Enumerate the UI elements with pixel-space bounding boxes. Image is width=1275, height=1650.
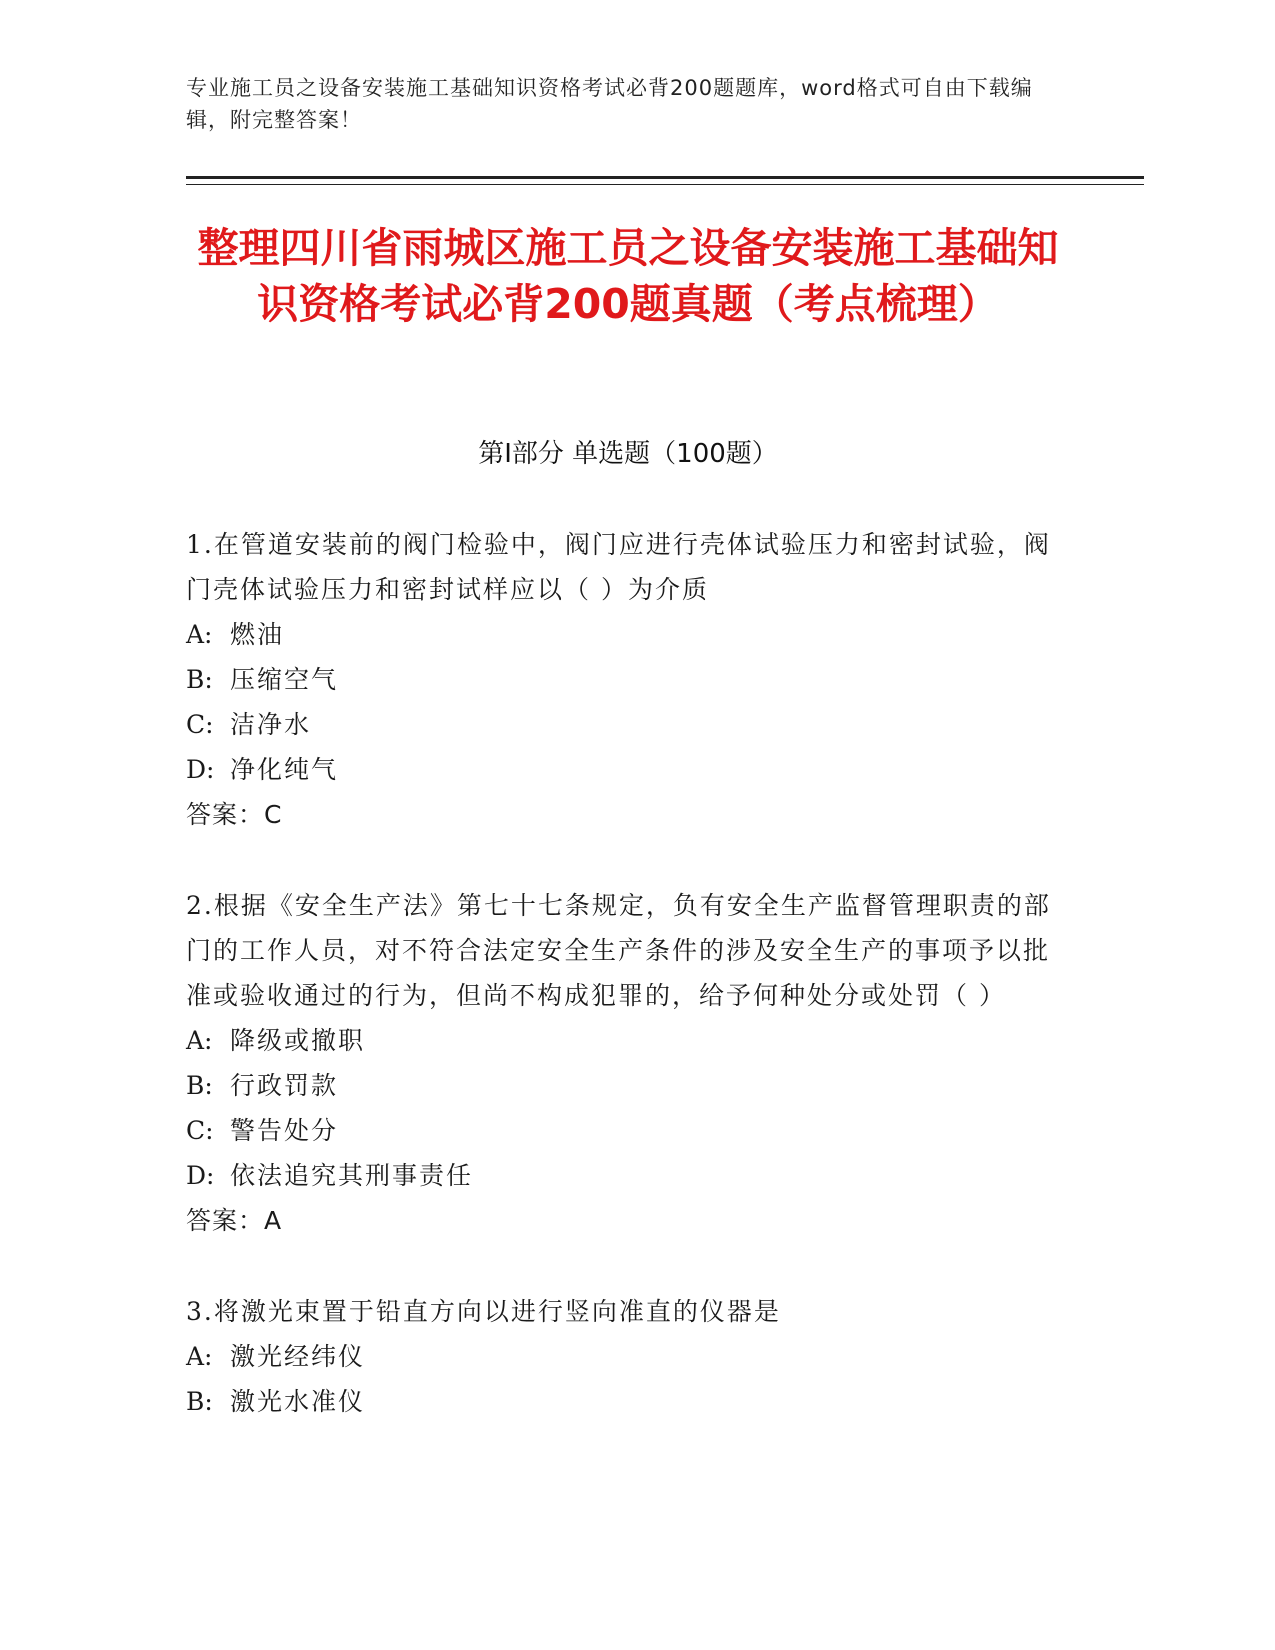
option-text: 洁净水 xyxy=(230,710,312,739)
section-title: 第I部分 单选题（100题） xyxy=(478,439,778,469)
question-1 xyxy=(186,522,1056,837)
option-text: 激光水准仪 xyxy=(230,1387,366,1416)
option-text: 压缩空气 xyxy=(230,665,339,694)
option-c xyxy=(186,702,1056,747)
question-stem: 2.根据《安全生产法》第七十七条规定，负有安全生产监督管理职责的部门的工作人员，对不符合法定安全生产条件的涉及安全生产的事项予以批准或验收通过的行为，但尚不构成犯罪的，给予何种处分或处罚（ ） xyxy=(186,891,1051,1010)
option-text: 依法追究其刑事责任 xyxy=(230,1161,474,1190)
option-text: 燃油 xyxy=(230,620,285,649)
option-a xyxy=(186,1334,1056,1379)
header-rule-thin xyxy=(186,184,1144,185)
option-a xyxy=(186,1018,1056,1063)
option-key: D: xyxy=(186,755,215,784)
question-stem: 3.将激光束置于铅直方向以进行竖向准直的仪器是 xyxy=(186,1297,781,1326)
answer-line: 答案：A xyxy=(186,1206,283,1235)
question-2 xyxy=(186,883,1056,1243)
option-key: B: xyxy=(186,1071,213,1100)
answer-line: 答案：C xyxy=(186,800,283,829)
option-key: A: xyxy=(186,1026,213,1055)
option-text: 行政罚款 xyxy=(230,1071,339,1100)
option-b xyxy=(186,1379,1056,1424)
option-b xyxy=(186,1063,1056,1108)
question-list xyxy=(186,522,1056,1470)
option-d xyxy=(186,1153,1056,1198)
header-rule-thick xyxy=(186,176,1144,179)
option-b xyxy=(186,657,1056,702)
option-key: D: xyxy=(186,1161,215,1190)
option-key: C: xyxy=(186,710,214,739)
option-text: 降级或撤职 xyxy=(230,1026,366,1055)
option-a xyxy=(186,612,1056,657)
header-note: 专业施工员之设备安装施工基础知识资格考试必背200题题库，word格式可自由下载编辑，附完整答案！ xyxy=(186,76,1033,132)
option-key: A: xyxy=(186,620,213,649)
question-stem: 1.在管道安装前的阀门检验中，阀门应进行壳体试验压力和密封试验，阀门壳体试验压力和密封试样应以（ ）为介质 xyxy=(186,530,1051,604)
option-c xyxy=(186,1108,1056,1153)
option-key: B: xyxy=(186,1387,213,1416)
question-3 xyxy=(186,1289,1056,1424)
option-key: A: xyxy=(186,1342,213,1371)
option-d xyxy=(186,747,1056,792)
option-text: 警告处分 xyxy=(230,1116,339,1145)
option-key: C: xyxy=(186,1116,214,1145)
document-title: 整理四川省雨城区施工员之设备安装施工基础知识资格考试必背200题真题（考点梳理） xyxy=(197,224,1059,328)
option-key: B: xyxy=(186,665,213,694)
option-text: 激光经纬仪 xyxy=(230,1342,366,1371)
option-text: 净化纯气 xyxy=(230,755,339,784)
